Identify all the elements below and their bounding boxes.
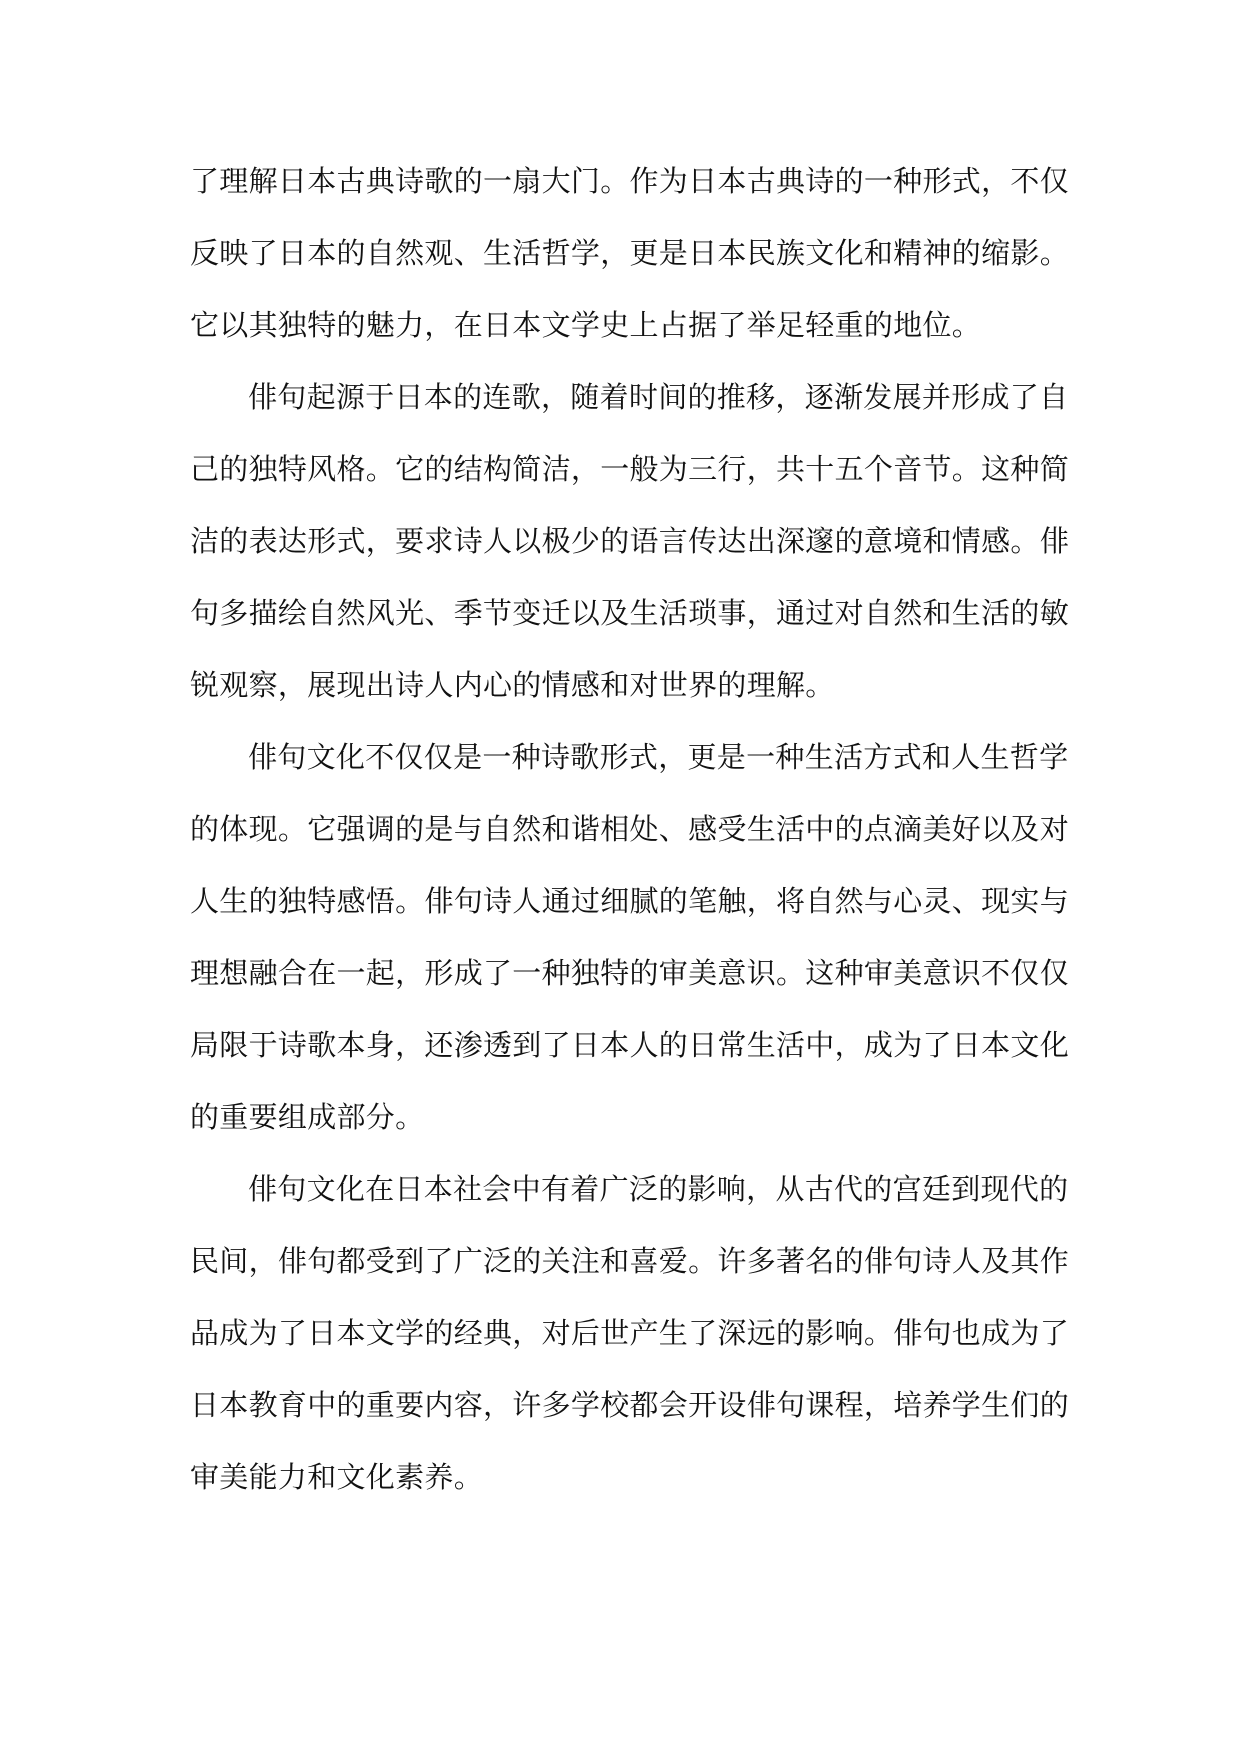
text-line: 理想融合在一起，形成了一种独特的审美意识。这种审美意识不仅仅 — [190, 956, 1070, 990]
text-line: 了理解日本古典诗歌的一扇大门。作为日本古典诗的一种形式，不仅 — [190, 164, 1070, 198]
text-line: 的体现。它强调的是与自然和谐相处、感受生活中的点滴美好以及对 — [190, 812, 1070, 846]
text-line: 句多描绘自然风光、季节变迁以及生活琐事，通过对自然和生活的敏 — [190, 596, 1070, 630]
text-line: 品成为了日本文学的经典，对后世产生了深远的影响。俳句也成为了 — [190, 1316, 1070, 1350]
text-line: 洁的表达形式，要求诗人以极少的语言传达出深邃的意境和情感。俳 — [190, 524, 1070, 558]
text-line: 日本教育中的重要内容，许多学校都会开设俳句课程，培养学生们的 — [190, 1388, 1070, 1422]
text-line: 反映了日本的自然观、生活哲学，更是日本民族文化和精神的缩影。 — [190, 236, 1070, 270]
text-line: 局限于诗歌本身，还渗透到了日本人的日常生活中，成为了日本文化 — [190, 1028, 1070, 1062]
text-line: 己的独特风格。它的结构简洁，一般为三行，共十五个音节。这种简 — [190, 452, 1070, 486]
text-line: 的重要组成部分。 — [190, 1100, 425, 1134]
text-line: 审美能力和文化素养。 — [190, 1460, 484, 1494]
text-line: 它以其独特的魅力，在日本文学史上占据了举足轻重的地位。 — [190, 308, 982, 342]
paragraph-first-line: 俳句文化在日本社会中有着广泛的影响，从古代的宫廷到现代的 — [248, 1172, 1069, 1206]
paragraph-first-line: 俳句起源于日本的连歌，随着时间的推移，逐渐发展并形成了自 — [248, 380, 1069, 414]
paragraph-first-line: 俳句文化不仅仅是一种诗歌形式，更是一种生活方式和人生哲学 — [248, 740, 1069, 774]
text-line: 民间，俳句都受到了广泛的关注和喜爱。许多著名的俳句诗人及其作 — [190, 1244, 1070, 1278]
text-line: 锐观察，展现出诗人内心的情感和对世界的理解。 — [190, 668, 835, 702]
text-line: 人生的独特感悟。俳句诗人通过细腻的笔触，将自然与心灵、现实与 — [190, 884, 1070, 918]
body-text — [190, 145, 1070, 1513]
